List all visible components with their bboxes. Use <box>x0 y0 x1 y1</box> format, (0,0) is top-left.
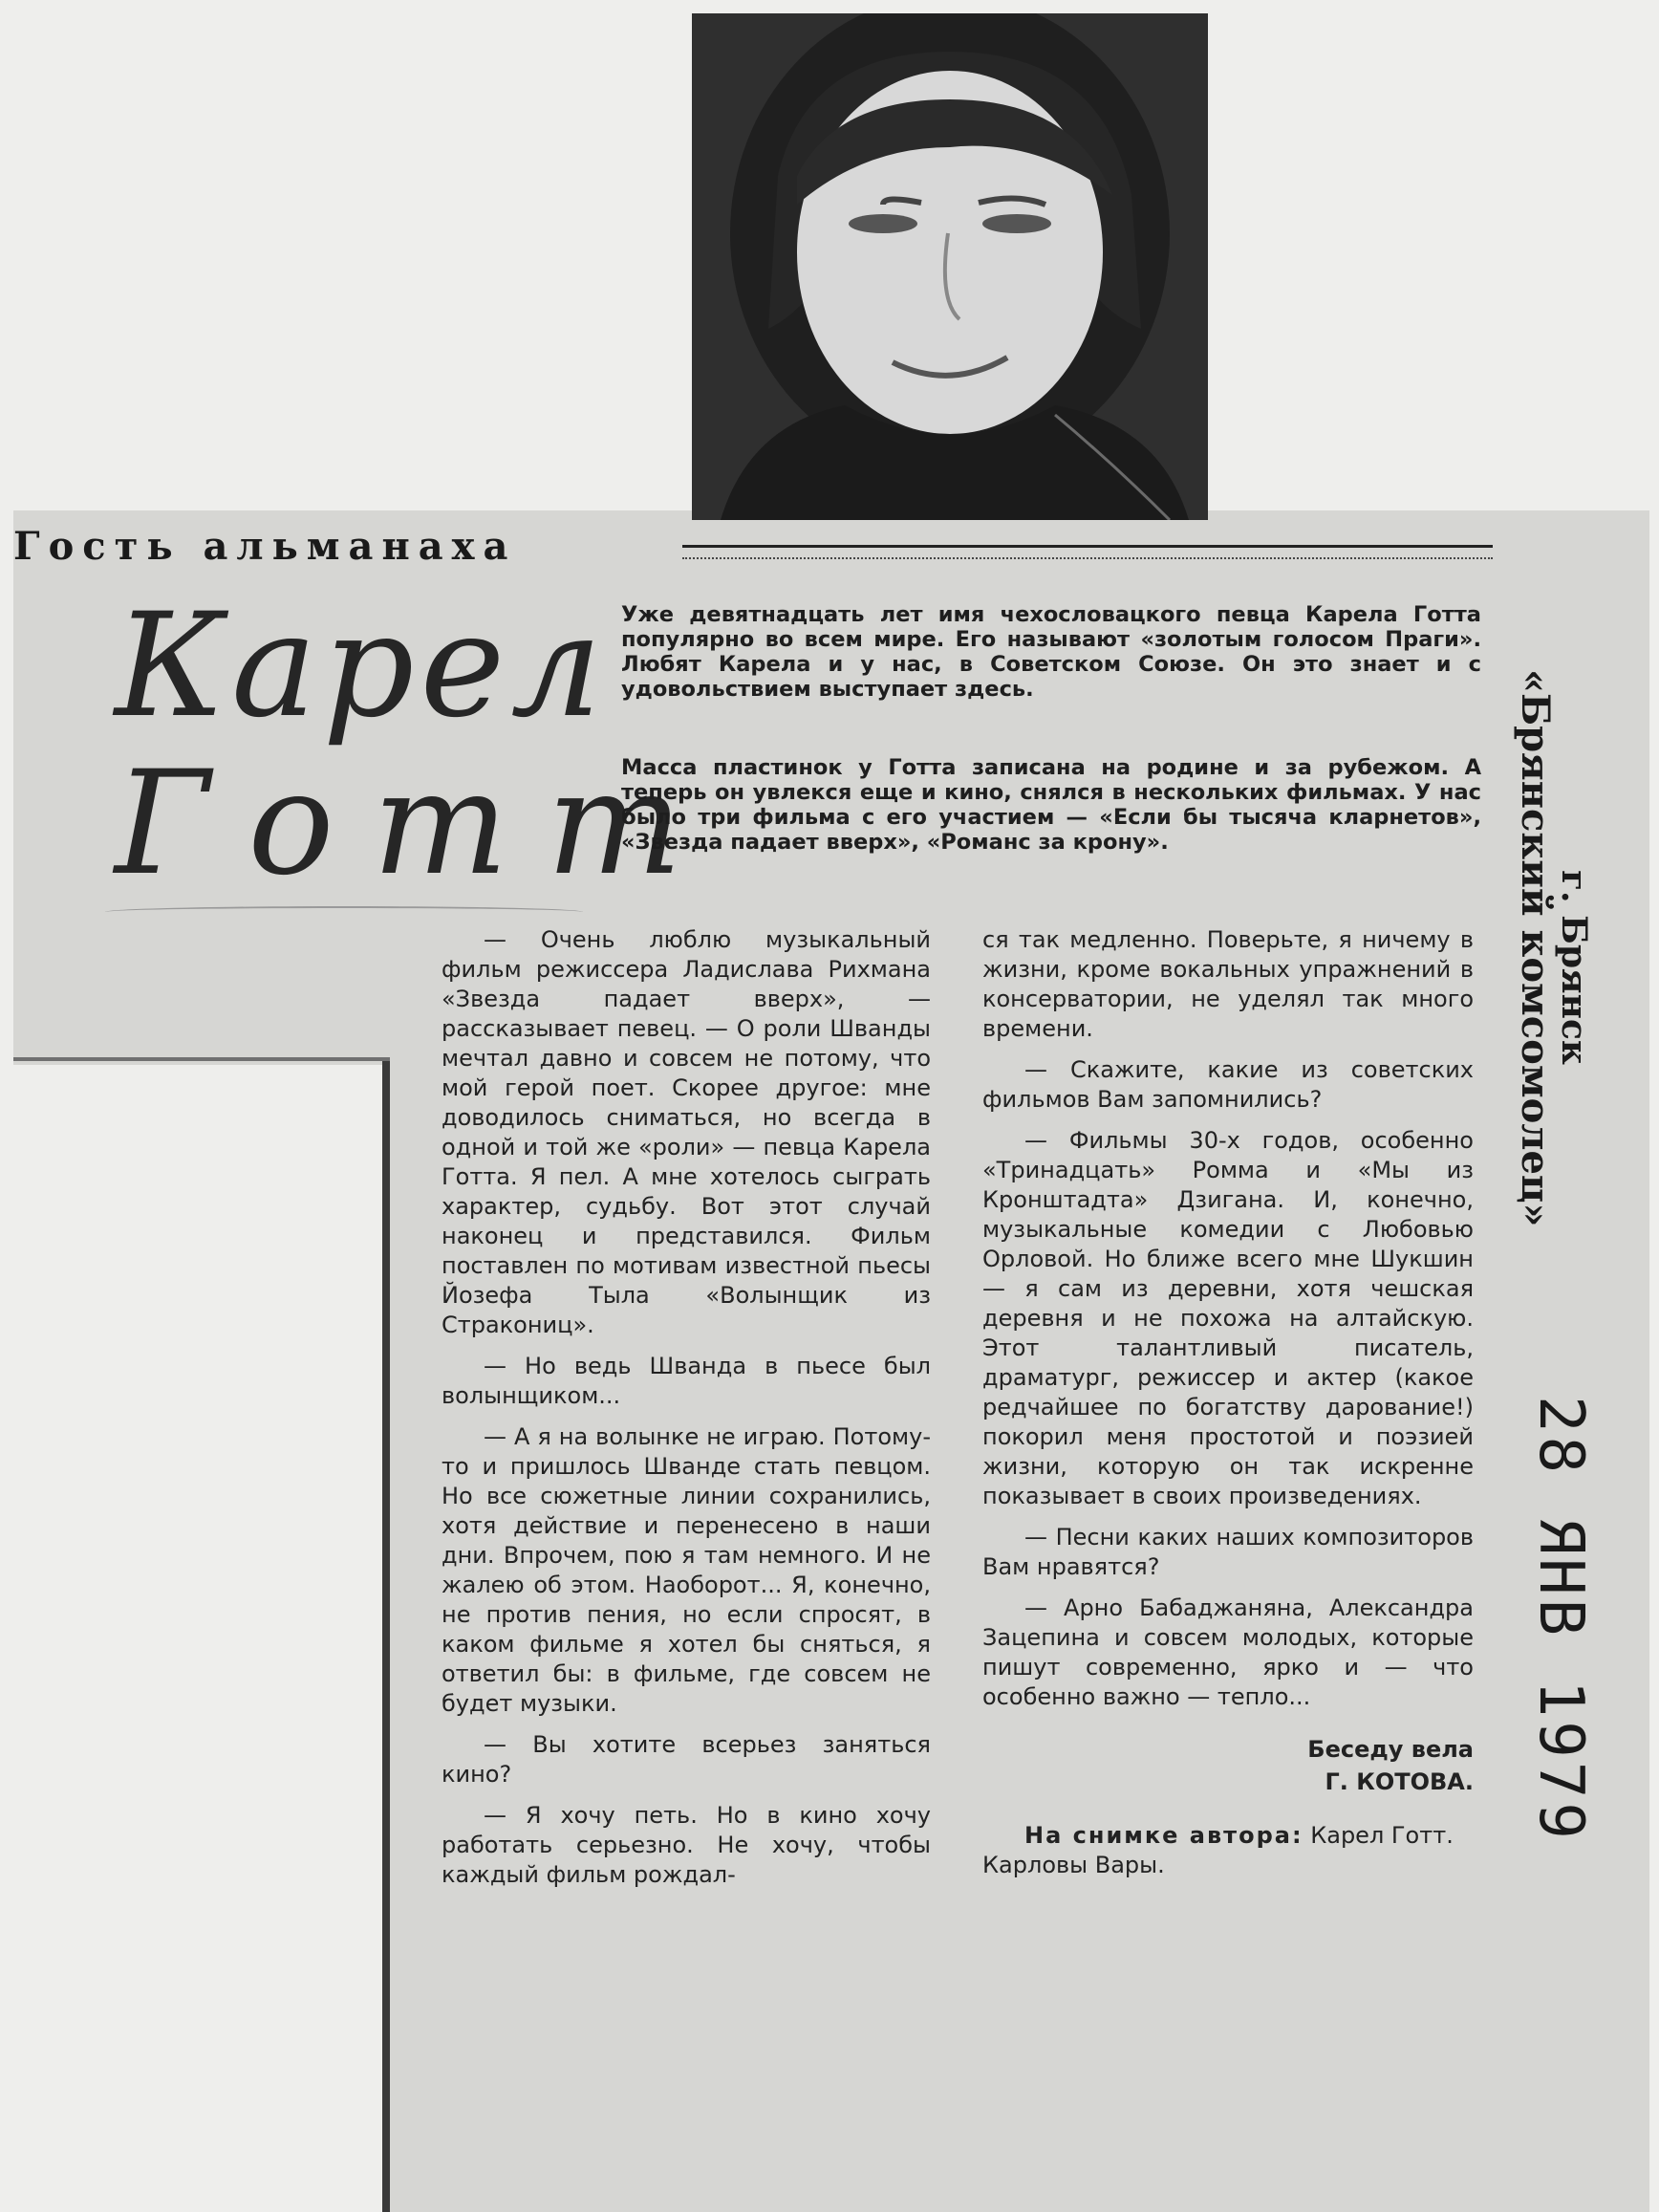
newspaper-name: «Брянский комсомолец» <box>1513 669 1558 1227</box>
caption-place: Карловы Вары. <box>982 1852 1165 1878</box>
photo-caption <box>982 1821 1474 1880</box>
rubric-rule <box>682 545 1493 559</box>
article-paragraph: — А я на волынке не играю. Потому-то и пришлось Шванде стать певцом. Но все сюжетные линии сохранились, хотя действие и перенесено в наши дни. Впрочем, пою я там немного. И не жалею об этом. Наоборот... Я, конечно, не против пения, но если спросят, в каком фильме я хотел бы сняться, я ответил бы: в фильме, где совсем не будет музыки. <box>442 1423 931 1717</box>
newspaper-city: г. Брянск <box>1554 870 1594 1065</box>
rubric-heading <box>13 524 1304 581</box>
article-paragraph: — Фильмы 30-х годов, особенно «Тринадцать» Ромма и «Мы из Кронштадта» Дзигана. И, конечно, музыкальные комедии с Любовью Орловой. Но ближе всего мне Шукшин — я сам из деревни, хотя чешская деревня и не похожа на алтайскую. Этот талантливый писатель, драматург, режиссер и актер (какое редчайшее по богатству дарование!) покорил меня простотой и поэзией жизни, которую он так искренне показывает в своих произведениях. <box>982 1127 1474 1509</box>
article-paragraph: — Вы хотите всерьез заняться кино? <box>442 1731 931 1788</box>
article-paragraph: — Но ведь Шванда в пьесе был волынщиком... <box>442 1353 931 1409</box>
title-last-name: Готт <box>115 741 722 907</box>
article-paragraph: — Песни каких наших композиторов Вам нравятся? <box>982 1524 1474 1580</box>
lead-paragraph: Масса пластинок у Готта записана на родине и за рубежом. А теперь он увлекся еще и кино, снялся в нескольких фильмах. У нас было три фильма с его участием — «Если бы тысяча кларнетов», «Звезда падает вверх», «Романс за крону». <box>621 755 1481 855</box>
pencil-mark <box>105 906 583 918</box>
article-paragraph: — Арно Бабаджаняна, Александра Зацепина и совсем молодых, которые пишут современно, ярко и — что особенно важно — тепло... <box>982 1594 1474 1710</box>
portrait-photo <box>692 13 1208 520</box>
signature <box>982 1733 1474 1798</box>
signature-line: Беседу вела <box>1307 1736 1474 1763</box>
article-paragraph: ся так медленно. Поверьте, я ничему в жизни, кроме вокальных упражнений в консерватории, не уделял так много времени. <box>982 926 1474 1042</box>
caption-label: На снимке автора: <box>1024 1822 1304 1849</box>
article-paragraph: — Очень люблю музыкальный фильм режиссера Ладислава Рихмана «Звезда падает вверх», — рассказывает певец. — О роли Шванды мечтал давно и совсем не потому, что мой герой поет. Скорее другое: мне доводилось сниматься, но всегда в одной и той же «роли» — певца Карела Готта. Я пел. А мне хотелось сыграть характер, судьбу. Вот этот случай наконец и представился. Фильм поставлен по мотивам известной пьесы Йозефа Тыла «Волынщик из Стракониц». <box>442 926 931 1338</box>
lead-paragraph: Уже девятнадцать лет имя чехословацкого певца Карела Готта популярно во всем мире. Его называют «золотым голосом Праги». Любят Карела и у нас, в Советском Союзе. Он это знает и с удовольствием выступает здесь. <box>621 602 1481 702</box>
article-paragraph: — Скажите, какие из советских фильмов Вам запомнились? <box>982 1056 1474 1113</box>
caption-text: Карел Готт. <box>1310 1822 1454 1849</box>
article-paragraph: — Я хочу петь. Но в кино хочу работать серьезно. Не хочу, чтобы каждый фильм рождал- <box>442 1802 931 1888</box>
title-first-name: Карел <box>115 583 608 749</box>
date-stamp: 28 ЯНВ 1979 <box>1525 1396 1596 1843</box>
portrait-illustration <box>692 13 1208 520</box>
clipping-cut-edge <box>13 1057 390 1061</box>
clipping-shadow-edge <box>382 1061 390 2212</box>
article-column-right <box>982 925 1474 1892</box>
signature-author: Г. КОТОВА. <box>1325 1768 1474 1795</box>
article-column-left <box>442 925 931 1901</box>
rubric-label: Гость альманаха <box>13 524 517 569</box>
